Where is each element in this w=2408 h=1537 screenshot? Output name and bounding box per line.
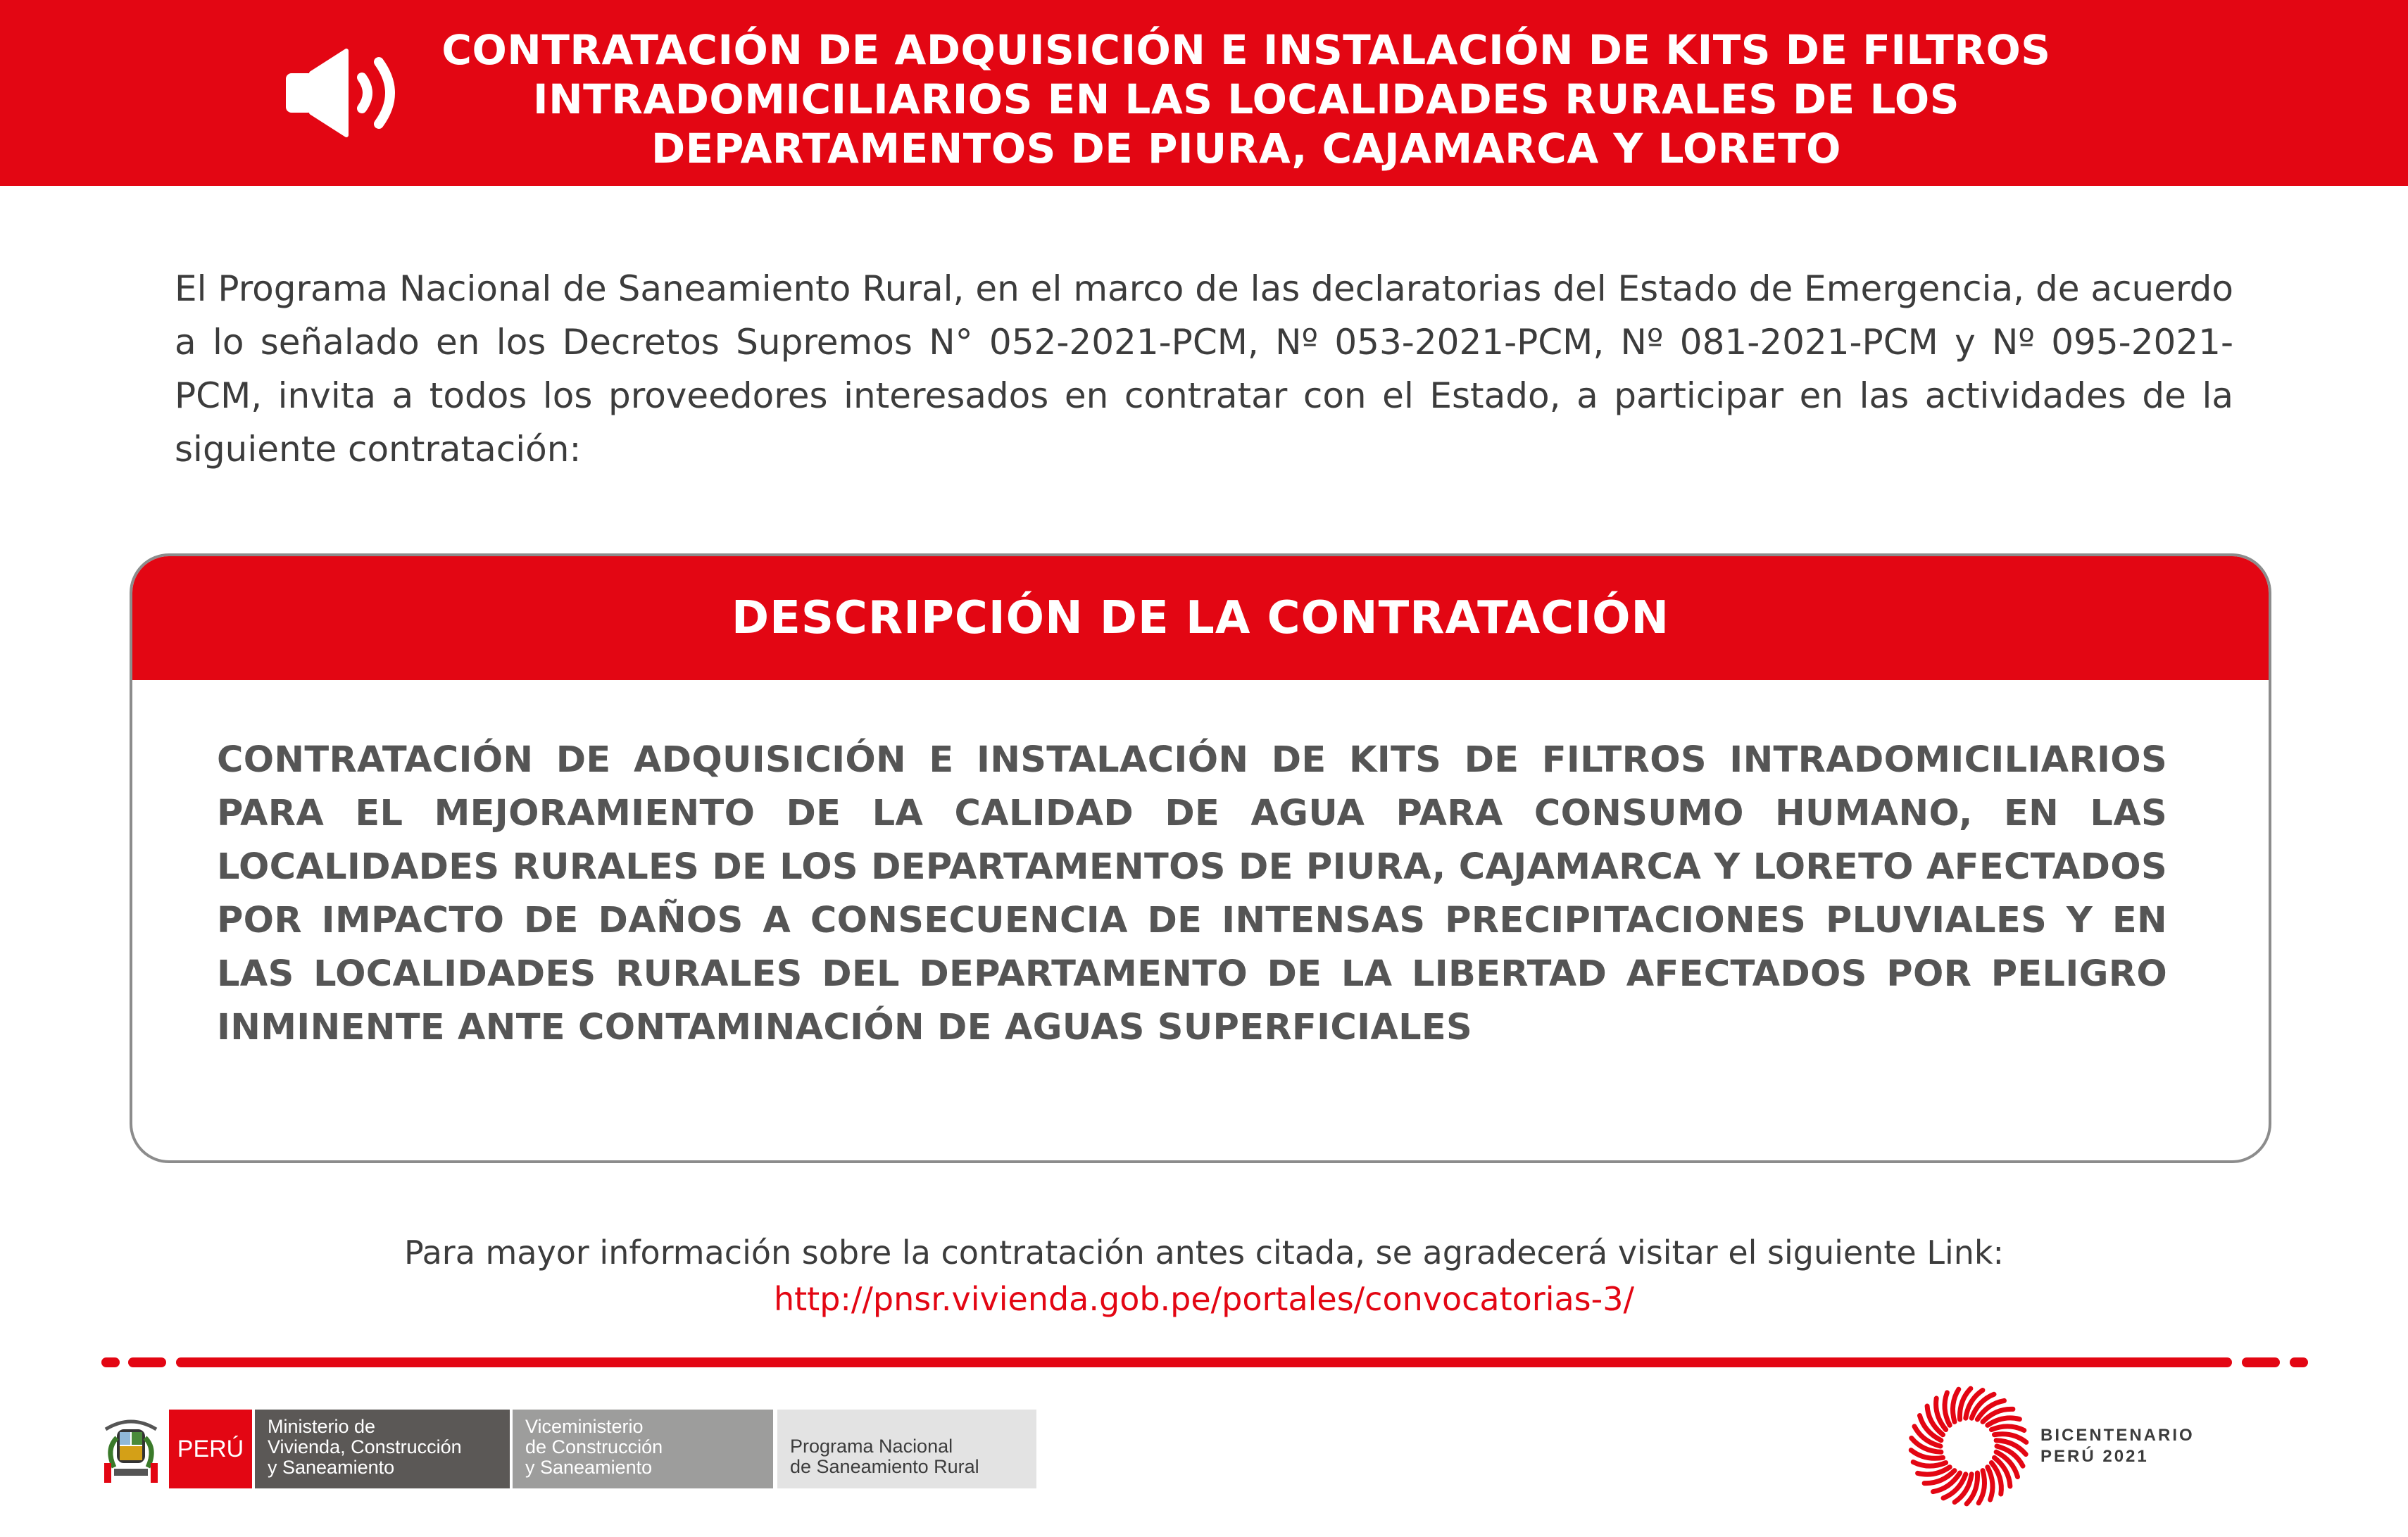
bicentenario-ray <box>1991 1426 2024 1431</box>
convocatorias-link[interactable]: http://pnsr.vivienda.gob.pe/portales/convocatorias-3/ <box>773 1280 1635 1318</box>
peru-logo: PERÚ <box>169 1410 252 1488</box>
intro-paragraph: El Programa Nacional de Saneamiento Rural, en el marco de las declaratorias del Estado de Emergencia, de acuerdo a lo señalado en los Decretos Supremos N° 052-2021-PCM, Nº 053-2021-PCM, Nº 081-2021-PCM y Nº 095-2021-PCM, invita a todos los proveedores interesados en contratar con el Estado, a participar en las actividades de la siguiente contratación: <box>175 268 2233 470</box>
program-label: Programa Nacional de Saneamiento Rural <box>777 1410 1036 1488</box>
bicentenario-ray <box>1945 1393 1950 1425</box>
description-header: DESCRIPCIÓN DE LA CONTRATACIÓN <box>132 556 2269 680</box>
more-info-text: Para mayor información sobre la contratación antes citada, se agradecerá visitar el siguiente Link: <box>403 1234 2005 1272</box>
bicentenario-ray <box>1988 1467 1993 1500</box>
page-title: CONTRATACIÓN DE ADQUISICIÓN E INSTALACIÓN DE KITS DE FILTROS INTRADOMICILIARIOS EN LAS LOCALIDADES RURALES DE LOS DEPARTAMENTOS DE PIURA, CAJAMARCA Y LORETO <box>441 26 2051 172</box>
description-card <box>130 553 2271 1163</box>
bicentenario-icon <box>1907 1384 2031 1508</box>
ministry-label: Ministerio de Vivienda, Construcción y Saneamiento <box>255 1410 510 1488</box>
footer-divider-dash <box>101 1357 120 1367</box>
coat-of-arms-icon <box>99 1412 163 1486</box>
footer-divider-line <box>176 1357 2232 1367</box>
speaker-icon[interactable] <box>284 45 420 141</box>
description-text: CONTRATACIÓN DE ADQUISICIÓN E INSTALACIÓN DE KITS DE FILTROS INTRADOMICILIARIOS PARA EL MEJORAMIENTO DE LA CALIDAD DE AGUA PARA CONSUMO HUMANO, EN LAS LOCALIDADES RURALES DE LOS DEPARTAMENTOS DE PIURA, CAJAMARCA Y LORETO AFECTADOS POR IMPACTO DE DAÑOS A CONSECUENCIA DE INTENSAS PRECIPITACIONES PLUVIALES Y EN LAS LOCALIDADES RURALES DEL DEPARTAMENTO DE LA LIBERTAD AFECTADOS POR PELIGRO INMINENTE ANTE CONTAMINACIÓN DE AGUAS SUPERFICIALES <box>217 739 2167 1048</box>
footer-divider-dash <box>128 1357 166 1367</box>
viceministry-label: Viceministerio de Construcción y Saneamiento <box>513 1410 773 1488</box>
bicentenario-ray <box>1913 1462 1945 1467</box>
bicentenario-label: BICENTENARIO PERÚ 2021 <box>2040 1426 2195 1466</box>
footer-divider-dash <box>2242 1357 2280 1367</box>
footer-divider-dash <box>2290 1357 2308 1367</box>
header-banner <box>0 0 2408 186</box>
